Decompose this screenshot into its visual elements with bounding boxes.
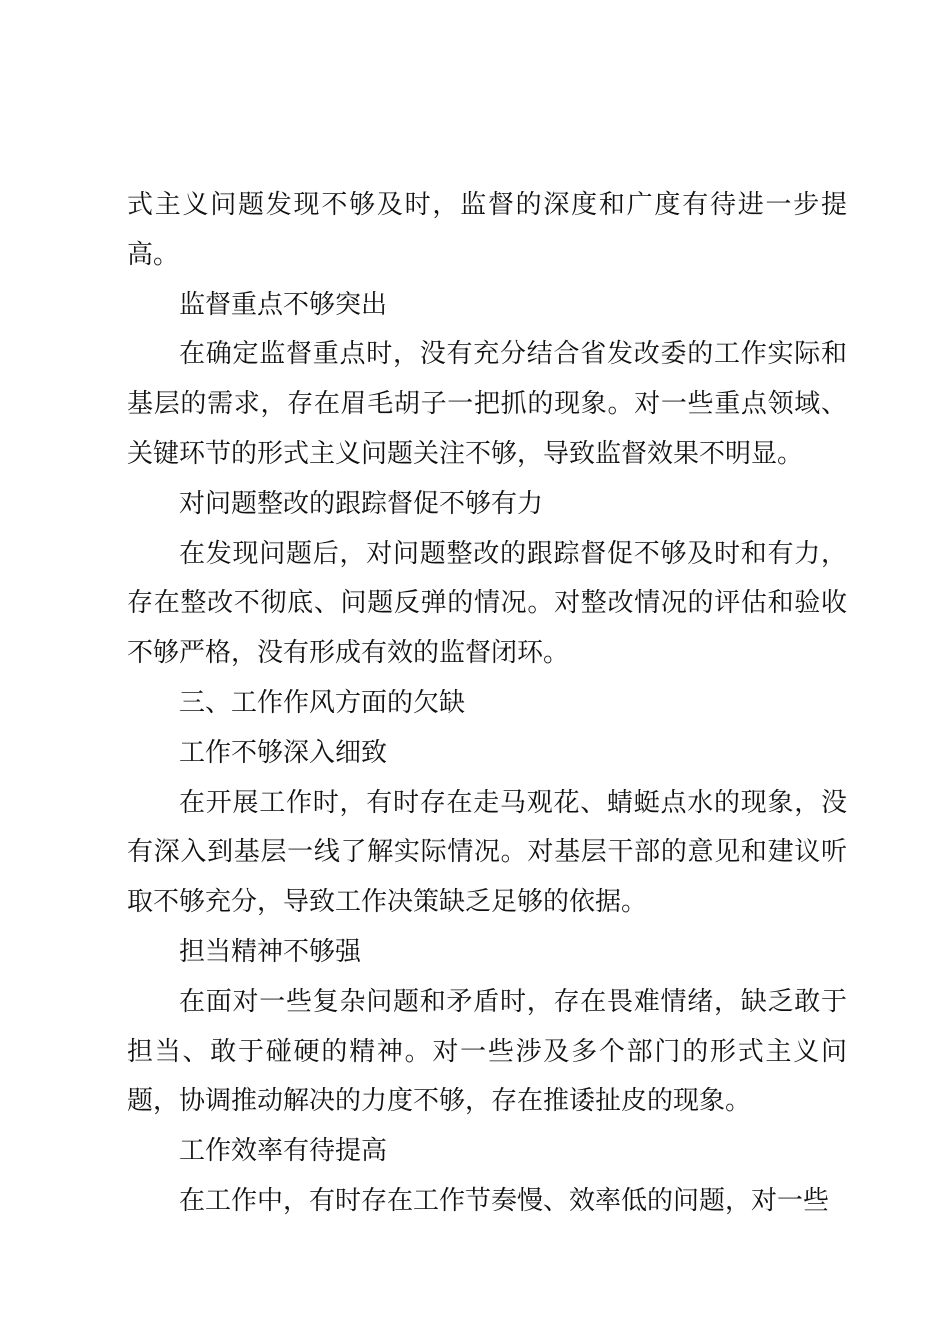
section-heading-efficiency: 工作效率有待提高 — [179, 1136, 388, 1167]
paragraph-efficiency: 在工作中，有时存在工作节奏慢、效率低的问题，对一些 — [179, 1185, 830, 1216]
chapter-heading-work-style: 三、工作作风方面的欠缺 — [179, 687, 466, 718]
section-heading-rectification-followup: 对问题整改的跟踪督促不够有力 — [179, 488, 544, 519]
paragraph-work-depth: 在开展工作时，有时存在走马观花、蜻蜓点水的现象，没有深入到基层一线了解实际情况。对基层干部的意见和建议听取不够充分，导致工作决策缺乏足够的依据。 — [127, 787, 847, 918]
document-body — [127, 181, 847, 1227]
section-heading-supervision-focus: 监督重点不够突出 — [179, 289, 388, 320]
paragraph-supervision-focus: 在确定监督重点时，没有充分结合省发改委的工作实际和基层的需求，存在眉毛胡子一把抓的现象。对一些重点领域、关键环节的形式主义问题关注不够，导致监督效果不明显。 — [127, 339, 847, 469]
paragraph-rectification-followup: 在发现问题后，对问题整改的跟踪督促不够及时和有力，存在整改不彻底、问题反弹的情况。对整改情况的评估和验收不够严格，没有形成有效的监督闭环。 — [127, 538, 847, 669]
paragraph-responsibility: 在面对一些复杂问题和矛盾时，存在畏难情绪，缺乏敢于担当、敢于碰硬的精神。对一些涉及多个部门的形式主义问题，协调推动解决的力度不够，存在推诿扯皮的现象。 — [127, 986, 847, 1117]
section-heading-responsibility: 担当精神不够强 — [179, 936, 362, 967]
paragraph-continuation: 式主义问题发现不够及时，监督的深度和广度有待进一步提高。 — [127, 190, 847, 270]
section-heading-work-depth: 工作不够深入细致 — [179, 737, 388, 768]
